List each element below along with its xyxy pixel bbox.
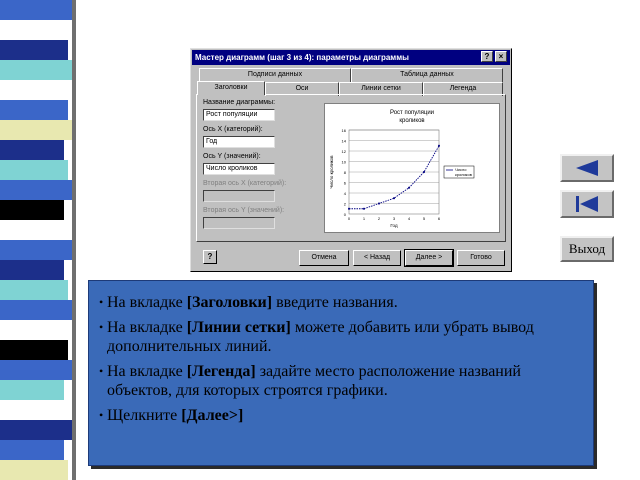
stripe-segment xyxy=(0,460,68,480)
next-button[interactable]: Далее > xyxy=(405,250,453,266)
stripe-segment xyxy=(0,440,64,460)
instruction-item: • На вкладке [Линии сетки] можете добавить или убрать вывод дополнительных линий. xyxy=(99,318,583,356)
stripe-segment xyxy=(0,0,72,20)
stripe-segment xyxy=(0,20,64,40)
prev-slide-button[interactable] xyxy=(560,154,614,182)
chart-title-line: кроликов xyxy=(399,118,425,124)
legend-label: кроликов xyxy=(455,172,472,177)
x-axis-label: Ось X (категорий): xyxy=(203,126,263,133)
y-tick-label: 0 xyxy=(343,212,346,217)
titlebar-close-button[interactable]: × xyxy=(495,51,507,62)
y-axis-title: Число кроликов xyxy=(329,155,334,189)
dialog-title: Мастер диаграмм (шаг 3 из 4): параметры диаграммы xyxy=(195,53,409,62)
exit-button[interactable]: Выход xyxy=(560,236,614,262)
chart-title-line: Рост популяции xyxy=(389,110,435,116)
data-point xyxy=(438,145,440,147)
stripe-segment xyxy=(0,380,64,400)
stripe-segment xyxy=(0,420,72,440)
stripe-segment xyxy=(0,60,72,80)
data-point xyxy=(423,171,425,173)
help-button[interactable] xyxy=(203,250,217,264)
x-tick-label: 4 xyxy=(407,216,411,221)
data-point xyxy=(363,208,365,210)
y-tick-label: 6 xyxy=(343,180,346,186)
legend-label: Число xyxy=(455,167,467,172)
tab-legend[interactable]: Легенда xyxy=(423,82,503,96)
stripe-segment xyxy=(0,400,68,420)
stripe-segment xyxy=(0,120,72,140)
stripe-segment xyxy=(0,340,68,360)
chart-preview xyxy=(324,103,500,233)
help-question-icon: ? xyxy=(207,252,213,261)
stripe-shadow xyxy=(72,0,76,480)
secondary-y-axis-label: Вторая ось Y (значений): xyxy=(203,207,285,214)
triangle-left-icon xyxy=(562,156,612,180)
back-button[interactable]: < Назад xyxy=(353,250,401,266)
tab-data-table[interactable]: Таблица данных xyxy=(351,68,503,82)
chart-wizard-dialog xyxy=(190,48,512,272)
stripe-segment xyxy=(0,280,68,300)
x-tick-label: 5 xyxy=(422,216,426,221)
stripe-segment xyxy=(0,200,64,220)
y-axis-input[interactable]: Число кроликов xyxy=(203,163,275,175)
x-tick-label: 1 xyxy=(362,216,366,221)
secondary-y-axis-input xyxy=(203,217,275,229)
preview-chart-svg xyxy=(325,104,499,232)
x-axis-title: Год xyxy=(390,223,398,228)
stripe-segment xyxy=(0,180,72,200)
first-slide-button[interactable] xyxy=(560,190,614,218)
tab-gridlines[interactable]: Линии сетки xyxy=(339,82,423,96)
secondary-x-axis-input xyxy=(203,190,275,202)
x-tick-label: 2 xyxy=(377,216,381,221)
y-tick-label: 4 xyxy=(343,191,346,196)
chart-title-input[interactable]: Рост популяции xyxy=(203,109,275,121)
stripe-segment xyxy=(0,100,68,120)
stripe-segment xyxy=(0,320,64,340)
titlebar-help-button[interactable]: ? xyxy=(481,51,493,62)
x-tick-label: 6 xyxy=(437,216,441,221)
instruction-item: • На вкладке [Легенда] задайте место расположение названий объектов, для которых строятся графики. xyxy=(99,362,583,400)
x-tick-label: 0 xyxy=(347,216,351,221)
y-tick-label: 16 xyxy=(341,128,346,133)
skip-back-icon xyxy=(562,192,612,216)
tab-data-labels[interactable]: Подписи данных xyxy=(199,68,351,82)
stripe-segment xyxy=(0,260,64,280)
finish-button[interactable]: Готово xyxy=(457,250,505,266)
tab-axes[interactable]: Оси xyxy=(265,82,339,96)
stripe-segment xyxy=(0,80,64,100)
stripe-segment xyxy=(0,360,72,380)
instruction-item: • Щелкните [Далее>] xyxy=(99,406,583,425)
data-point xyxy=(393,197,395,199)
dialog-titlebar xyxy=(192,50,510,65)
stripe-segment xyxy=(0,240,72,260)
stripe-segment xyxy=(0,220,68,240)
y-tick-label: 8 xyxy=(343,170,346,175)
cancel-button[interactable]: Отмена xyxy=(299,250,349,266)
tab-titles[interactable]: Заголовки xyxy=(197,81,265,95)
stripe-segment xyxy=(0,40,68,60)
data-point xyxy=(348,208,350,210)
x-axis-input[interactable]: Год xyxy=(203,136,275,148)
stripe-segment xyxy=(0,160,68,180)
instruction-item: • На вкладке [Заголовки] введите названия. xyxy=(99,293,583,312)
stripe-segment xyxy=(0,140,64,160)
y-tick-label: 2 xyxy=(343,201,346,207)
x-tick-label: 3 xyxy=(392,216,396,221)
data-point xyxy=(378,203,380,205)
chart-title-label: Название диаграммы: xyxy=(203,99,276,106)
y-tick-label: 10 xyxy=(341,159,346,165)
y-tick-label: 14 xyxy=(341,138,346,144)
data-point xyxy=(408,187,410,189)
secondary-x-axis-label: Вторая ось X (категорий): xyxy=(203,180,287,187)
decorative-stripe-strip xyxy=(0,0,72,480)
instructions-box xyxy=(88,280,594,466)
y-axis-label: Ось Y (значений): xyxy=(203,153,261,160)
stripe-segment xyxy=(0,300,72,320)
y-tick-label: 12 xyxy=(341,149,346,154)
